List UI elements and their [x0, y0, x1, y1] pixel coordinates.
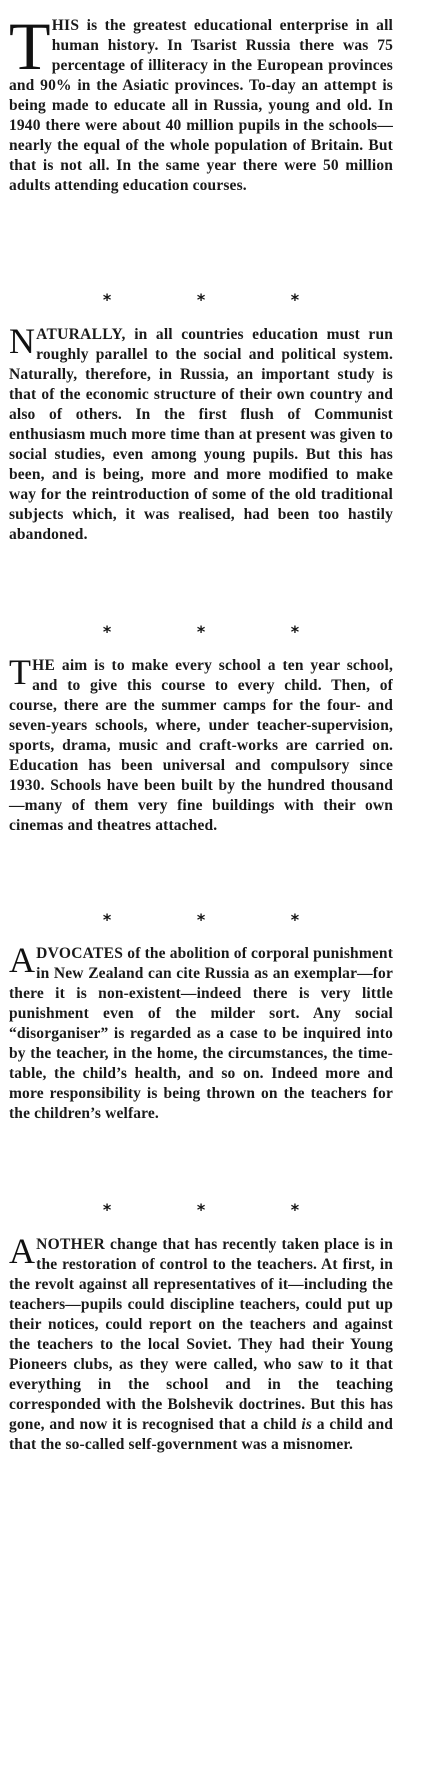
paragraph-lead: HE — [32, 657, 56, 674]
paragraph-4 — [9, 940, 393, 1124]
paragraph-text: of the abolition of corporal punishment in New Zealand can cite Russia as an exemplar—for there it is non-existent—indeed there is very little punishment even of the milder sort. Any social “disorganiser” is regarded as a case to be inquired into by the teacher, in the home, the circumstances, the time-table, the child’s health, and so on. Indeed more and more responsibility is being thrown on the teachers for the children’s welfare. — [9, 945, 393, 1122]
separator-stars: * * * — [102, 1200, 340, 1219]
paragraph-text: aim is to make every school a ten year school, and to give this course to every child. Then, of course, there are the summer camps for the four- and seven-years schools, where, under teacher-supervision, sports, drama, music and craft-works are carried on. Education has been universal and compulsory since 1930. Schools have been built by the hundred thousand—many of them very fine buildings with their own cinemas and theatres attached. — [9, 657, 393, 834]
drop-cap: A — [9, 1231, 36, 1271]
paragraph-2 — [9, 321, 393, 545]
paragraph-text: is the greatest educational enterprise in all human history. In Tsarist Russia there was 75 percentage of illiteracy in the European provinces and 90% in the Asiatic provinces. To-day an attempt is being made to educate all in Russia, young and old. In 1940 there were about 40 million pupils in the schools—nearly the equal of the whole population of Britain. But that is not all. In the same year there were 50 million adults attending education courses. — [9, 17, 393, 194]
paragraph-lead: DVOCATES — [36, 945, 124, 962]
paragraph-text: a child and that the so-called self-government was a misnomer. — [9, 1416, 393, 1453]
paragraph-1 — [9, 8, 393, 196]
paragraph-3 — [9, 652, 393, 836]
drop-cap: A — [9, 940, 36, 980]
paragraph-text: change that has recently taken place is in the restoration of control to the teachers. At first, in the revolt against all representatives of it—including the teachers—pupils could discipline teachers, could put up their notices, could report on the teachers and against the teachers to the local Soviet. They had their Young Pioneers clubs, as they were called, who saw to it that everything in the school and in the teaching corresponded with the Bolshevik doctrines. But this has gone, and now it is recognised that a child — [9, 1236, 393, 1433]
drop-cap: T — [9, 8, 51, 84]
paragraph-lead: HIS — [51, 17, 80, 34]
paragraph-italic-text: is — [301, 1416, 313, 1433]
separator-stars: * * * — [102, 290, 340, 309]
paragraph-text: in all countries education must run roughly parallel to the social and political system. Naturally, therefore, in Russia, an important study is that of the economic structure of their own country and also of others. In the first flush of Communist enthusiasm much more time than at present was given to social studies, even among young pupils. But this has been, and is being, more and more modified to make way for the reintroduction of some of the old traditional subjects which, it was realised, had been too hastily abandoned. — [9, 326, 393, 543]
paragraph-lead: ATURALLY, — [36, 326, 126, 343]
separator-stars: * * * — [102, 910, 340, 929]
paragraph-5 — [9, 1231, 393, 1455]
separator-stars: * * * — [102, 622, 340, 641]
drop-cap: T — [9, 652, 32, 692]
paragraph-lead: NOTHER — [36, 1236, 106, 1253]
drop-cap: N — [9, 321, 36, 361]
